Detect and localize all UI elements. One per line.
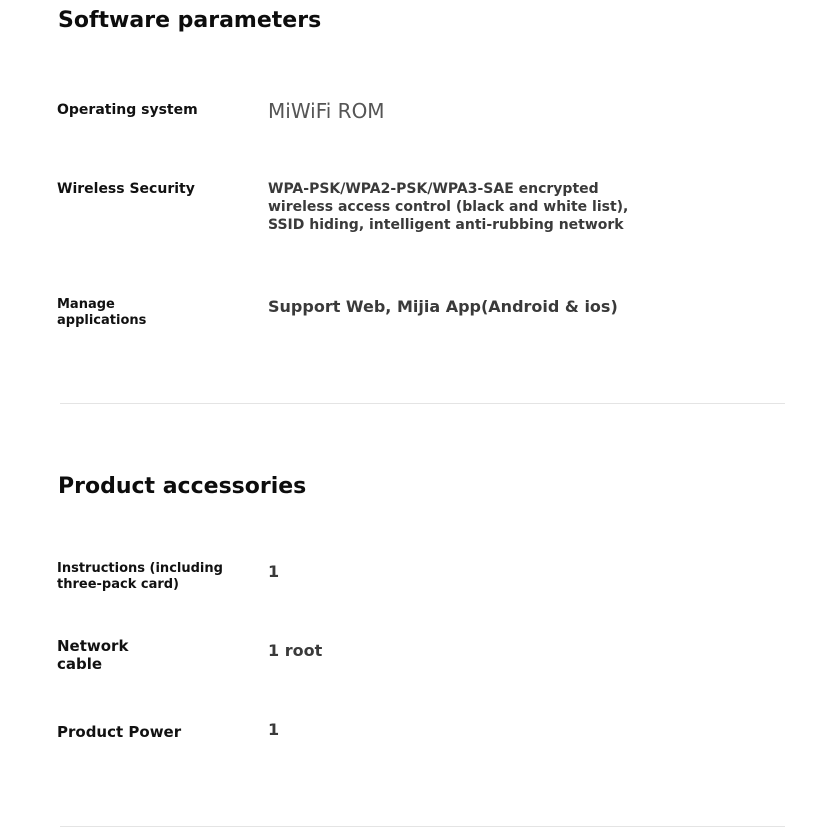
product-power-label: Product Power [57,723,182,741]
instructions-value: 1 [268,562,280,581]
bottom-divider [60,826,785,827]
manage-applications-value: Support Web, Mijia App(Android & ios) [268,297,618,316]
instructions-label: Instructions (including three-pack card) [57,561,223,592]
network-cable-label: Network cable [57,637,129,673]
wireless-security-label: Wireless Security [57,181,195,197]
product-accessories-title: Product accessories [58,474,307,499]
manage-applications-label: Manage applications [57,297,147,328]
section-divider [60,403,785,404]
wireless-security-value: WPA-PSK/WPA2-PSK/WPA3-SAE encrypted wireless access control (black and white list), SSID hiding, intelligent anti-rubbing network [268,181,629,233]
operating-system-value: MiWiFi ROM [268,99,385,123]
product-power-value: 1 [268,720,280,739]
software-parameters-title: Software parameters [58,8,322,33]
operating-system-label: Operating system [57,102,198,118]
network-cable-value: 1 root [268,641,323,660]
